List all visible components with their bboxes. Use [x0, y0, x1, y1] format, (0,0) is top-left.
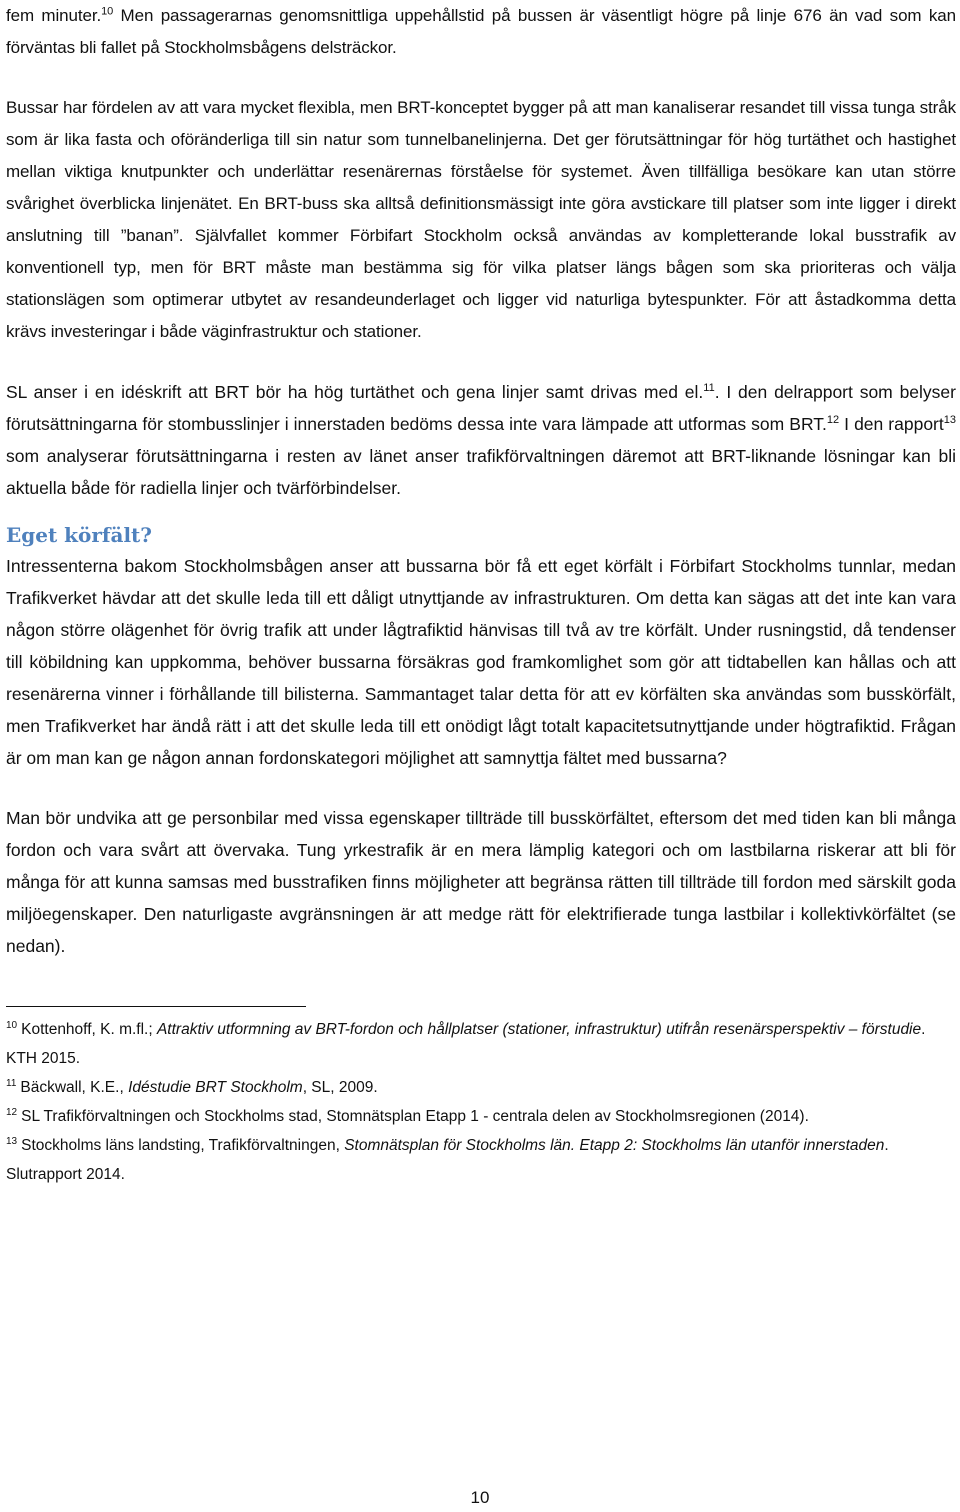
paragraph-sl-text-b: . I den delrapport som belyser förutsättningarna för stombusslinjer i innerstaden bedöms dessa inte vara lämpade att utformas som BRT.: [6, 382, 956, 434]
spacer: [6, 64, 956, 92]
footnote-11: [6, 1073, 956, 1102]
footnote-title: Stomnätsplan för Stockholms län. Etapp 2: Stockholms län utanför innerstaden: [344, 1137, 885, 1154]
page-number: 10: [470, 1488, 490, 1507]
footnote-text: , SL, 2009.: [302, 1079, 378, 1096]
footnote-number: 11: [6, 1077, 17, 1089]
paragraph-sl: [6, 376, 956, 504]
footnote-title: Attraktiv utformning av BRT-fordon och hållplatser (stationer, infrastruktur) utifrån resenärsperspektiv – förstudie: [156, 1021, 922, 1038]
paragraph-sl-text-a: SL anser i en idéskrift att BRT bör ha hög turtäthet och gena linjer samt drivas med el.: [6, 382, 704, 402]
paragraph-man: Man bör undvika att ge personbilar med vissa egenskaper tillträde till busskörfältet, eftersom det med tiden kan bli många fordon och vara svårt att övervaka. Tung yrkestrafik är en mera lämplig kategori och om lastbilarna riskerar att bli för många för att kunna samsas med busstrafiken finns möjligheter att begränsa rätten till tillträde till fordon med särskilt goda miljöegenskaper. Den naturligaste avgränsningen är att medge rätt för elektrifierade tunga lastbilar i kollektivkörfältet (se nedan).: [6, 808, 956, 956]
spacer: [6, 962, 956, 1006]
footnote-text: Stockholms läns landsting, Trafikförvaltningen,: [21, 1137, 345, 1154]
spacer: [6, 504, 956, 520]
footnote-number: 10: [6, 1019, 18, 1031]
footnote-number: 13: [6, 1135, 18, 1147]
paragraph-sl-text-c: I den rapport: [839, 414, 944, 434]
paragraph-bussar: Bussar har fördelen av att vara mycket flexibla, men BRT-konceptet bygger på att man kanaliserar resandet till vissa tunga stråk som är lika fasta och oföränderliga till sin natur som tunnelbanelinjerna. Det ger förutsättningar för hög turtäthet och hastighet mellan viktiga knutpunkter och underlättar resenärernas förståelse för systemet. Även tillfälliga besökare kan utan större svårighet överblicka linjenätet. En BRT-buss ska alltså definitionsmässigt inte göra avstickare till platser som inte ligger i direkt anslutning till ”banan”. Självfallet kommer Förbifart Stockholm också användas av kompletterande lokal busstrafik av konventionell typ, men för BRT måste man bestämma sig för vilka platser längs bågen som ska prioriteras och välja stationslägen som optimerar utbytet av resandeunderlaget och ligger vid naturliga bytespunkter. För att åstadkomma detta krävs investeringar i både väginfrastruktur och stationer.: [6, 98, 956, 341]
footnote-text: . KTH 2015.: [6, 1021, 926, 1067]
footnote-12: [6, 1102, 956, 1131]
footnote-10: [6, 1015, 956, 1073]
footnote-text: Kottenhoff, K. m.fl.;: [21, 1021, 157, 1038]
paragraph-intro: [6, 0, 956, 64]
footnote-ref-13[interactable]: 13: [943, 414, 956, 427]
spacer: [6, 774, 956, 802]
paragraph-sl-text-d: som analyserar förutsättningarna i resten av länet anser trafikförvaltningen däremot att BRT-liknande lösningar kan bli aktuella både för radiella linjer och tvärförbindelser.: [6, 446, 956, 498]
document-body: [6, 0, 956, 1189]
footnote-ref-11[interactable]: 11: [703, 382, 715, 395]
footnotes: [6, 1015, 956, 1189]
section-heading: Eget körfält?: [6, 523, 153, 547]
footnote-separator: [6, 1006, 306, 1007]
spacer: [6, 348, 956, 376]
paragraph-intressenterna: Intressenterna bakom Stockholmsbågen anser att bussarna bör få ett eget körfält i Förbifart Stockholms tunnlar, medan Trafikverket hävdar att det skulle leda till ett dåligt utnyttjande av infrastrukturen. Om detta kan sägas att det inte kan vara någon större olägenhet för övrig trafik att under lågtrafiktid hänvisas till två av tre körfält. Under rusningstid, då tendenser till köbildning kan uppkomma, behöver bussarna försäkras god framkomlighet som gör att tidtabellen kan hållas och att resenärerna vinner i förhållande till bilisterna. Sammantaget talar detta för att ev körfälten ska användas som busskörfält, men Trafikverket har ändå rätt i att det skulle leda till ett onödigt lågt totalt kapacitetsutnyttjande under högtrafiktid. Frågan är om man kan ge någon annan fordonskategori möjlighet att samnyttja fältet med bussarna?: [6, 556, 956, 768]
footnote-ref-10[interactable]: 10: [101, 5, 114, 18]
paragraph-intro-text-b: Men passagerarnas genomsnittliga uppehållstid på bussen är väsentligt högre på linje 676 än vad som kan förväntas bli fallet på Stockholmsbågens delsträckor.: [6, 6, 956, 57]
footnote-number: 12: [6, 1106, 18, 1118]
footnote-text: Bäckwall, K.E.,: [20, 1079, 129, 1096]
footnote-text: SL Trafikförvaltningen och Stockholms stad, Stomnätsplan Etapp 1 - centrala delen av Stockholmsregionen (2014).: [21, 1108, 809, 1125]
footnote-text: . Slutrapport 2014.: [6, 1137, 889, 1183]
footnote-ref-12[interactable]: 12: [826, 414, 840, 427]
paragraph-intro-text-a: fem minuter.: [6, 6, 102, 25]
footnote-13: [6, 1131, 956, 1189]
footnote-title: Idéstudie BRT Stockholm: [128, 1079, 303, 1096]
